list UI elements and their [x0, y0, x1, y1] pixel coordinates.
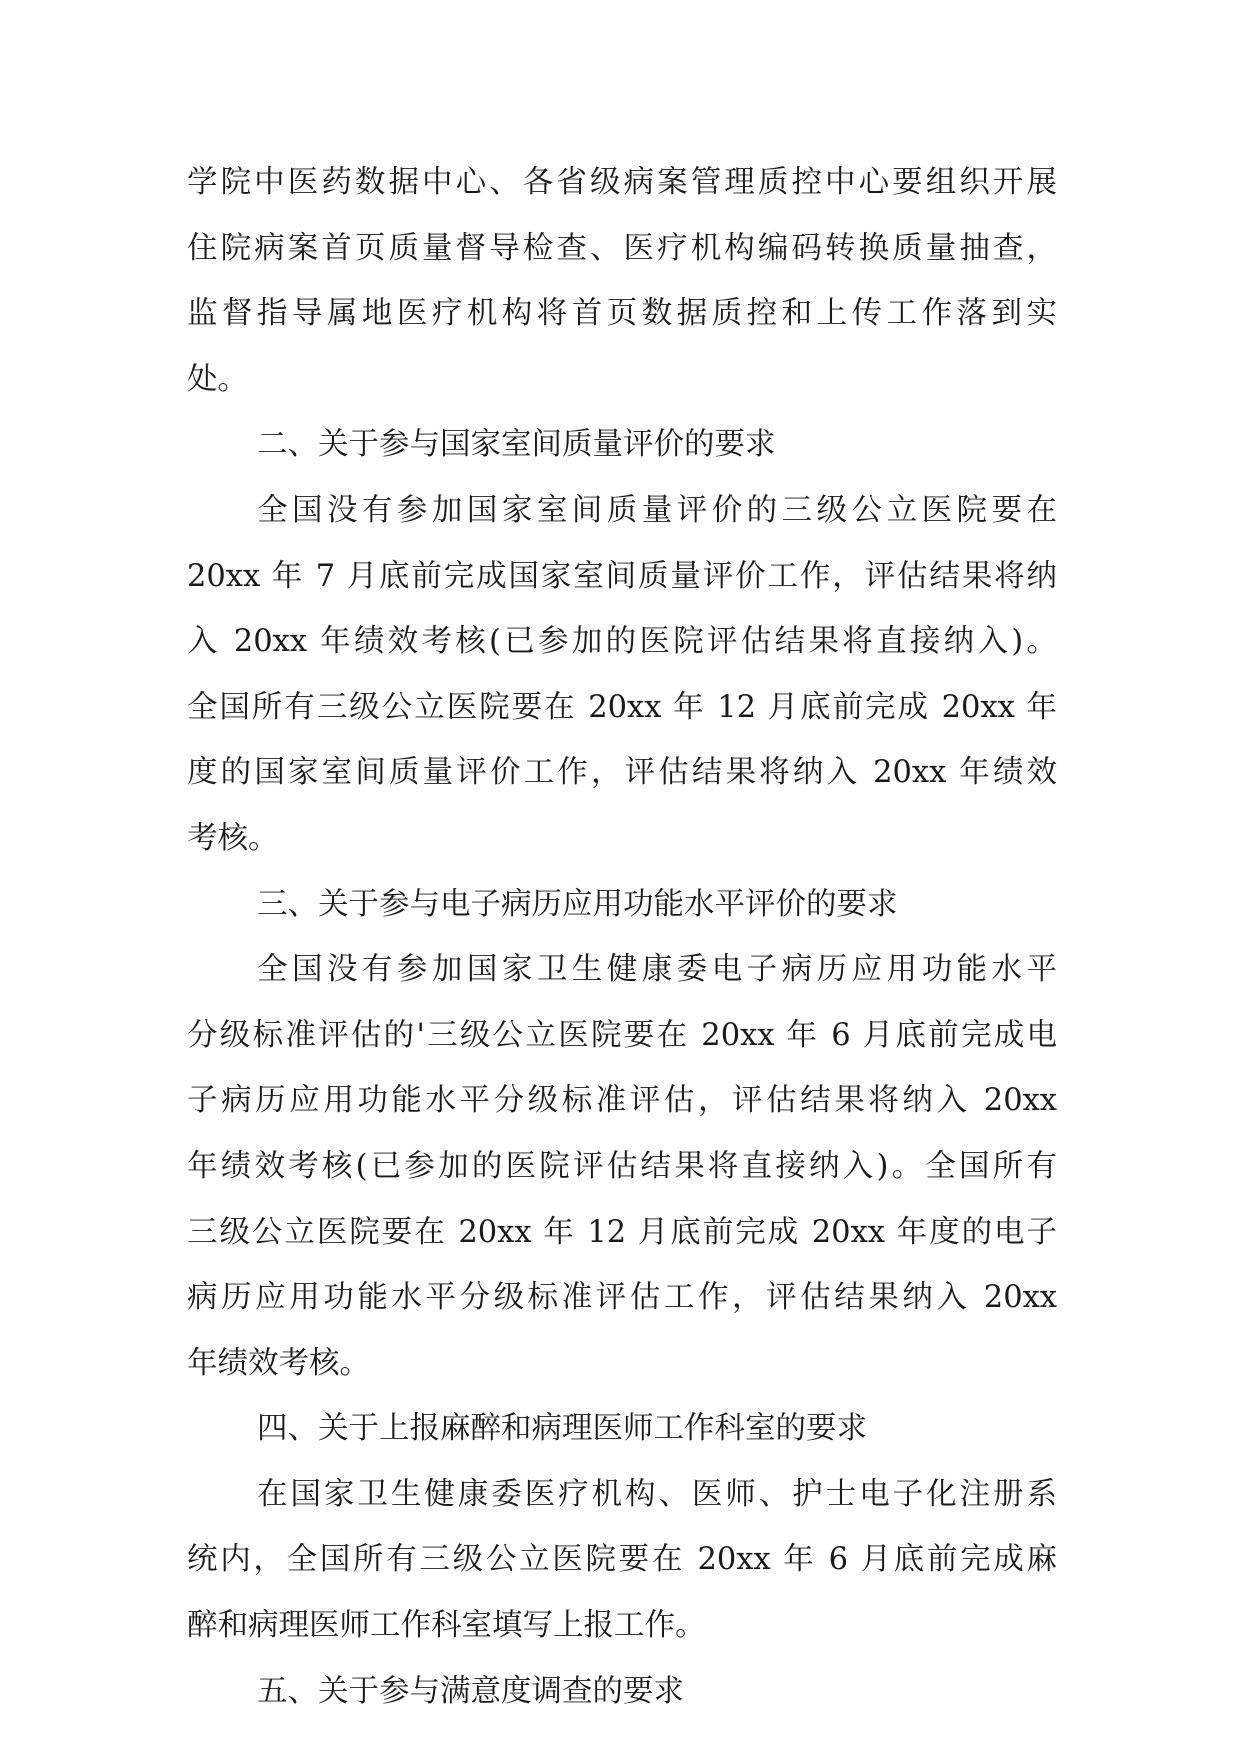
- section-heading: 二、关于参与国家室间质量评价的要求: [257, 427, 776, 463]
- paragraph-line: 全国没有参加国家室间质量评价的三级公立医院要在: [257, 492, 1057, 528]
- paragraph-line: 考核。: [187, 820, 279, 856]
- paragraph-line: 三级公立医院要在 20xx 年 12 月底前完成 20xx 年度的电子: [187, 1214, 1057, 1250]
- paragraph-line: 病历应用功能水平分级标准评估工作，评估结果纳入 20xx: [187, 1280, 1057, 1316]
- paragraph-line: 分级标准评估的'三级公立医院要在 20xx 年 6 月底前完成电: [187, 1017, 1057, 1053]
- section-heading: 三、关于参与电子病历应用功能水平评价的要求: [257, 886, 898, 922]
- paragraph-line: 全国所有三级公立医院要在 20xx 年 12 月底前完成 20xx 年: [187, 689, 1057, 725]
- paragraph-line: 入 20xx 年绩效考核(已参加的医院评估结果将直接纳入)。: [187, 624, 1057, 660]
- paragraph-line: 年绩效考核。: [187, 1345, 370, 1381]
- paragraph-line: 醉和病理医师工作科室填写上报工作。: [187, 1608, 706, 1644]
- section-heading: 四、关于上报麻醉和病理医师工作科室的要求: [257, 1411, 867, 1447]
- paragraph-line: 学院中医药数据中心、各省级病案管理质控中心要组织开展: [187, 165, 1057, 200]
- paragraph-line: 统内，全国所有三级公立医院要在 20xx 年 6 月底前完成麻: [187, 1542, 1057, 1578]
- paragraph-line: 20xx 年 7 月底前完成国家室间质量评价工作，评估结果将纳: [187, 558, 1057, 594]
- paragraph-line: 年绩效考核(已参加的医院评估结果将直接纳入)。全国所有: [187, 1148, 1057, 1184]
- section-heading: 五、关于参与满意度调查的要求: [257, 1673, 684, 1709]
- paragraph-line: 度的国家室间质量评价工作，评估结果将纳入 20xx 年绩效: [187, 755, 1057, 791]
- paragraph-line: 在国家卫生健康委医疗机构、医师、护士电子化注册系: [257, 1476, 1057, 1512]
- document-body: [187, 150, 1057, 1724]
- paragraph-line: 子病历应用功能水平分级标准评估，评估结果将纳入 20xx: [187, 1083, 1057, 1119]
- paragraph-line: 监督指导属地医疗机构将首页数据质控和上传工作落到实: [187, 296, 1057, 332]
- paragraph-line: 处。: [187, 361, 248, 397]
- paragraph-line: 住院病案首页质量督导检查、医疗机构编码转换质量抽查，: [187, 230, 1057, 266]
- paragraph-line: 全国没有参加国家卫生健康委电子病历应用功能水平: [257, 952, 1057, 988]
